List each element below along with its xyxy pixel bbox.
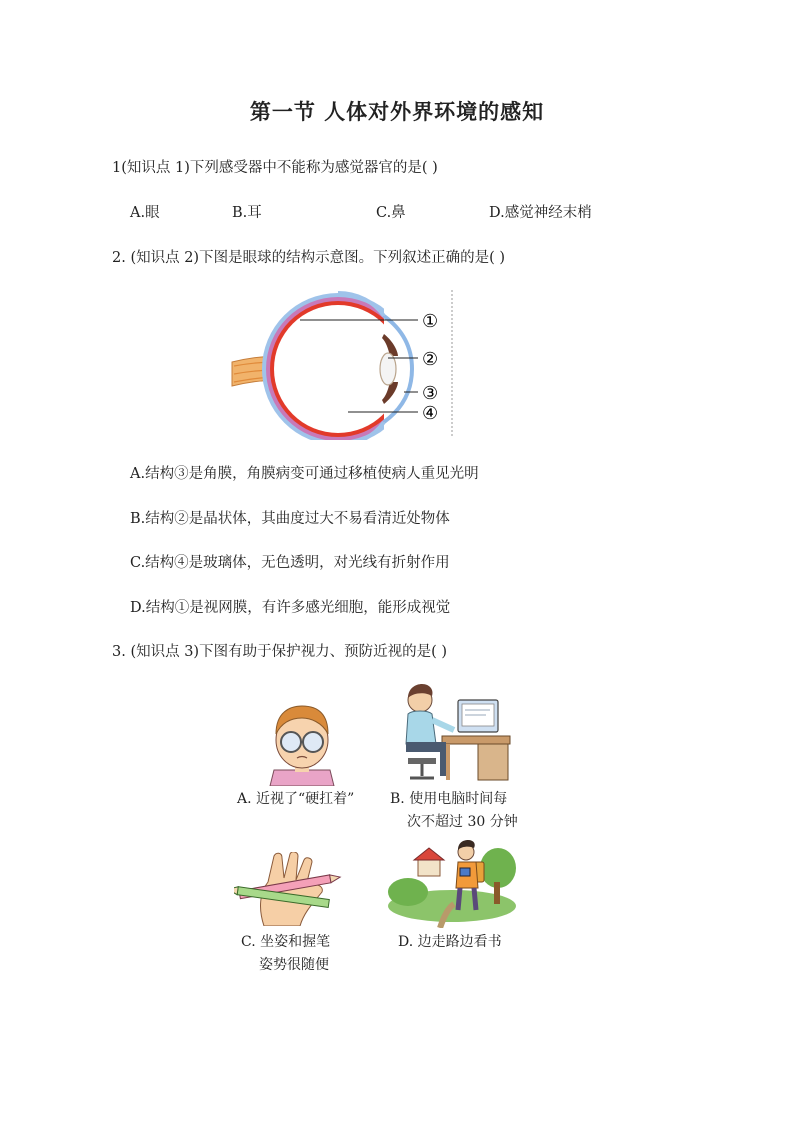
label-2: ② <box>422 349 439 370</box>
question-1-stem: 1(知识点 1)下列感受器中不能称为感觉器官的是( ) <box>112 160 438 176</box>
eyeball-diagram <box>228 286 460 440</box>
glasses-left-lens <box>281 732 301 752</box>
picture-d-walking-reading <box>388 838 518 928</box>
question-1-option-a: A.眼 <box>130 205 160 221</box>
caption-c-line-2: 姿势很随便 <box>259 957 329 973</box>
label-3: ③ <box>422 383 439 404</box>
question-1-option-c: C.鼻 <box>376 205 406 221</box>
question-2-stem: 2. (知识点 2)下图是眼球的结构示意图。下列叙述正确的是( ) <box>112 250 506 266</box>
caption-d: D. 边走路边看书 <box>398 934 502 950</box>
question-2-option-d: D.结构①是视网膜，有许多感光细胞，能形成视觉 <box>130 600 451 616</box>
label-4: ④ <box>422 403 439 424</box>
glasses-right-lens <box>303 732 323 752</box>
picture-b-computer <box>402 684 512 784</box>
caption-a: A. 近视了“硬扛着” <box>237 791 355 807</box>
caption-b-line-2: 次不超过 30 分钟 <box>407 814 518 830</box>
bush-left <box>388 878 428 906</box>
picture-a-boy-glasses <box>264 700 340 786</box>
question-1-option-d: D.感觉神经末梢 <box>489 205 592 221</box>
page-title: 第一节 人体对外界环境的感知 <box>249 100 545 124</box>
desk <box>442 736 510 744</box>
question-1-option-b: B.耳 <box>232 205 262 221</box>
caption-b-line-1: B. 使用电脑时间每 <box>390 791 508 807</box>
book <box>460 868 470 876</box>
picture-c-hand-pencil <box>234 852 346 926</box>
label-1: ① <box>422 311 439 332</box>
caption-c-line-1: C. 坐姿和握笔 <box>241 934 331 950</box>
question-3-stem: 3. (知识点 3)下图有助于保护视力、预防近视的是( ) <box>112 644 448 660</box>
question-2-option-c: C.结构④是玻璃体，无色透明，对光线有折射作用 <box>130 555 450 571</box>
house <box>418 858 440 876</box>
question-2-option-a: A.结构③是角膜，角膜病变可通过移植使病人重见光明 <box>130 466 479 482</box>
question-2-option-b: B.结构②是晶状体，其曲度过大不易看清近处物体 <box>130 511 450 527</box>
